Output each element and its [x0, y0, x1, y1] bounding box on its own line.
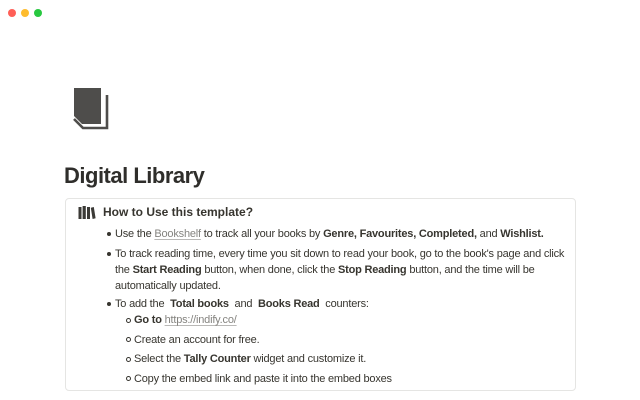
circle-bullet-icon: [122, 332, 134, 343]
close-button[interactable]: [8, 9, 16, 17]
bookshelf-link[interactable]: Bookshelf: [154, 228, 201, 240]
list-item: [103, 296, 567, 387]
sub-list-item-text: Copy the embed link and paste it into the embed boxes: [134, 372, 392, 385]
circle-bullet-icon: [122, 312, 134, 323]
bullet-icon: [103, 246, 115, 256]
instruction-list: [103, 226, 567, 387]
sub-list-item: [122, 371, 567, 387]
bullet-icon: [103, 226, 115, 236]
list-item-text: To add the Total books and Books Read counters:: [115, 298, 369, 310]
list-item: [103, 226, 567, 242]
indify-link[interactable]: https://indify.co/: [164, 314, 237, 326]
sub-list-item: [122, 312, 567, 328]
list-item-text: To track reading time, every time you sit down to read your book, go to the book's page and click the Start Reading button, when done, click the Stop Reading button, and the time will be automatically updated.: [115, 248, 568, 292]
sub-list-item-text: Go to https://indify.co/: [134, 314, 237, 326]
window-controls: [8, 9, 42, 17]
books-icon: [78, 206, 96, 219]
circle-bullet-icon: [122, 371, 134, 382]
zoom-button[interactable]: [34, 9, 42, 17]
list-item: [103, 246, 567, 294]
book-icon[interactable]: [71, 86, 111, 132]
callout-heading: How to Use this template?: [103, 204, 254, 219]
how-to-callout: [65, 198, 576, 391]
minimize-button[interactable]: [21, 9, 29, 17]
circle-bullet-icon: [122, 351, 134, 362]
page-title[interactable]: Digital Library: [64, 163, 205, 188]
bullet-icon: [103, 296, 115, 306]
sub-list-item-text: Create an account for free.: [134, 333, 260, 346]
list-item-text: Use the Bookshelf to track all your books by Genre, Favourites, Completed, and Wishlist.: [115, 228, 544, 240]
sub-instruction-list: [122, 312, 567, 387]
sub-list-item: [122, 332, 567, 348]
sub-list-item-text: Select the Tally Counter widget and customize it.: [134, 353, 367, 365]
callout-header: [78, 204, 567, 220]
sub-list-item: [122, 351, 567, 367]
